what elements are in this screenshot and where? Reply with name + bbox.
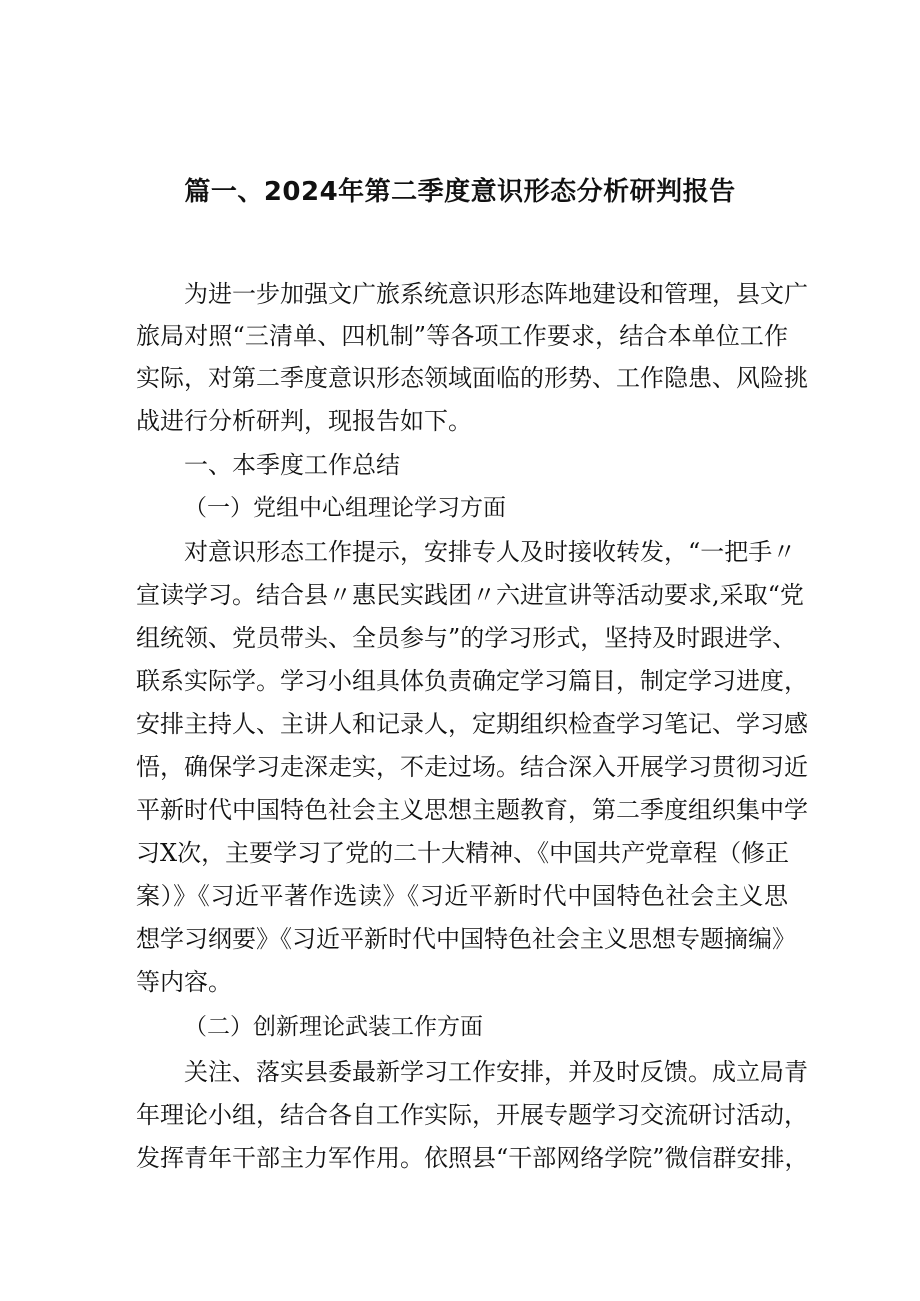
intro-line: 为进一步加强文广旅系统意识形态阵地建设和管理，县文广 (184, 280, 808, 308)
paragraph-line: 案）》《习近平著作选读》《习近平新时代中国特色社会主义思 (136, 882, 788, 910)
paragraph-line: 安排主持人、主讲人和记录人，定期组织检查学习笔记、学习感 (136, 710, 808, 738)
document-title: 篇一、2024年第二季度意识形态分析研判报告 (184, 177, 736, 207)
intro-line: 实际，对第二季度意识形态领域面临的形势、工作隐患、风险挑 (136, 364, 808, 392)
paragraph-line: 等内容。 (136, 968, 232, 996)
subsection-heading: （一）党组中心组理论学习方面 (184, 495, 506, 521)
paragraph-line: 联系实际学。学习小组具体负责确定学习篇目，制定学习进度， (136, 667, 808, 695)
paragraph-line: 悟，确保学习走深走实，不走过场。结合深入开展学习贯彻习近 (136, 753, 808, 781)
paragraph-line: 想学习纲要》《习近平新时代中国特色社会主义思想专题摘编》 (136, 925, 796, 953)
paragraph-line: 习X次，主要学习了党的二十大精神、《中国共产党章程（修正 (136, 839, 790, 867)
paragraph-line: 年理论小组，结合各自工作实际，开展专题学习交流研讨活动， (136, 1101, 808, 1129)
paragraph-line: 组统领、党员带头、全员参与”的学习形式，坚持及时跟进学、 (136, 624, 797, 652)
intro-line: 战进行分析研判，现报告如下。 (136, 407, 472, 435)
subsection-heading: （二）创新理论武装工作方面 (184, 1014, 483, 1040)
section-heading: 一、本季度工作总结 (184, 451, 400, 479)
paragraph-line: 发挥青年干部主力军作用。依照县“干部网络学院”微信群安排， (136, 1144, 809, 1172)
paragraph-line: 宣读学习。结合县〃惠民实践团〃六进宣讲等活动要求,采取“党 (136, 581, 804, 609)
intro-line: 旅局对照“三清单、四机制”等各项工作要求，结合本单位工作 (136, 322, 788, 350)
paragraph-line: 平新时代中国特色社会主义思想主题教育，第二季度组织集中学 (136, 796, 808, 824)
paragraph-line: 关注、落实县委最新学习工作安排，并及时反馈。成立局青 (184, 1058, 808, 1086)
paragraph-line: 对意识形态工作提示，安排专人及时接收转发，“一把手〃 (184, 538, 797, 566)
